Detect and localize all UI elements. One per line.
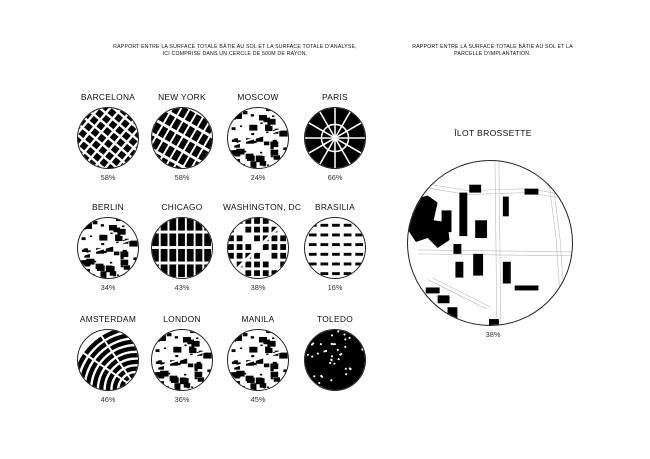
city-name: WASHINGTON, DC	[223, 202, 302, 212]
city-fabric-disc	[151, 217, 213, 279]
city-name: MANILA	[241, 314, 275, 324]
city-fabric-disc	[77, 329, 139, 391]
city-fabric-map	[78, 330, 138, 390]
city-card	[147, 314, 217, 404]
caption-line: ICI COMPRISE DANS UN CERCLE DE 500M DE RAYON.	[162, 51, 308, 57]
city-ratio: 24%	[250, 173, 266, 182]
city-fabric-map	[228, 108, 288, 168]
city-ratio: 58%	[100, 173, 116, 182]
city-ratio: 38%	[250, 283, 266, 292]
city-fabric-disc	[304, 107, 366, 169]
city-fabric-disc	[151, 329, 213, 391]
city-card	[223, 202, 302, 292]
site-plan-map	[408, 161, 572, 325]
city-fabric-map	[305, 108, 365, 168]
city-name: LONDON	[163, 314, 201, 324]
caption-line: RAPPORT ENTRE LA SURFACE TOTALE BÂTIE AU SOL ET LA	[412, 44, 573, 50]
city-fabric-disc	[304, 217, 366, 279]
city-fabric-map	[228, 218, 288, 278]
city-card	[300, 92, 370, 182]
city-name: MOSCOW	[237, 92, 279, 102]
city-name: CHICAGO	[161, 202, 203, 212]
site-plan-disc	[407, 160, 573, 326]
city-name: TOLEDO	[316, 314, 354, 324]
city-card	[73, 314, 143, 404]
city-fabric-map	[305, 330, 365, 390]
city-card	[73, 92, 143, 182]
city-ratio: 16%	[327, 283, 343, 292]
city-name: NEW YORK	[158, 92, 206, 102]
city-card	[147, 92, 217, 182]
site-ratio: 38%	[485, 330, 501, 339]
caption-ground-coverage-parcel	[405, 44, 580, 58]
city-fabric-disc	[304, 329, 366, 391]
city-fabric-disc	[77, 107, 139, 169]
city-fabric-disc	[151, 107, 213, 169]
city-card	[147, 202, 217, 292]
city-name: AMSTERDAM	[79, 314, 137, 324]
street-lines	[408, 161, 572, 325]
site-title: ÎLOT BROSSETTE	[454, 128, 532, 138]
city-card	[223, 92, 293, 182]
city-card	[73, 202, 143, 292]
city-fabric-disc	[227, 329, 289, 391]
city-fabric-map	[78, 108, 138, 168]
city-fabric-map	[228, 330, 288, 390]
city-name: BARCELONA	[80, 92, 136, 102]
city-ratio: 46%	[100, 395, 116, 404]
city-ratio: 66%	[327, 173, 343, 182]
building-footprints	[408, 185, 538, 325]
city-ratio: 36%	[174, 395, 190, 404]
city-card	[300, 314, 370, 395]
city-name: BERLIN	[91, 202, 125, 212]
city-card	[300, 202, 370, 292]
caption-line: PARCELLE D'IMPLANTATION.	[454, 51, 531, 57]
city-ratio: 45%	[250, 395, 266, 404]
city-fabric-map	[305, 218, 365, 278]
city-fabric-map	[152, 218, 212, 278]
city-name: BRASILIA	[314, 202, 356, 212]
city-fabric-map	[78, 218, 138, 278]
city-ratio: 43%	[174, 283, 190, 292]
city-card	[223, 314, 293, 404]
caption-ground-coverage-city	[105, 44, 365, 58]
city-fabric-disc	[77, 217, 139, 279]
city-fabric-disc	[227, 217, 289, 279]
city-ratio: 34%	[100, 283, 116, 292]
city-fabric-disc	[227, 107, 289, 169]
caption-line: RAPPORT ENTRE LA SURFACE TOTALE BÂTIE AU SOL ET LA SURFACE TOTALE D'ANALYSE,	[113, 44, 357, 50]
city-ratio: 58%	[174, 173, 190, 182]
city-name: PARIS	[321, 92, 348, 102]
city-fabric-map	[152, 108, 212, 168]
city-fabric-map	[152, 330, 212, 390]
